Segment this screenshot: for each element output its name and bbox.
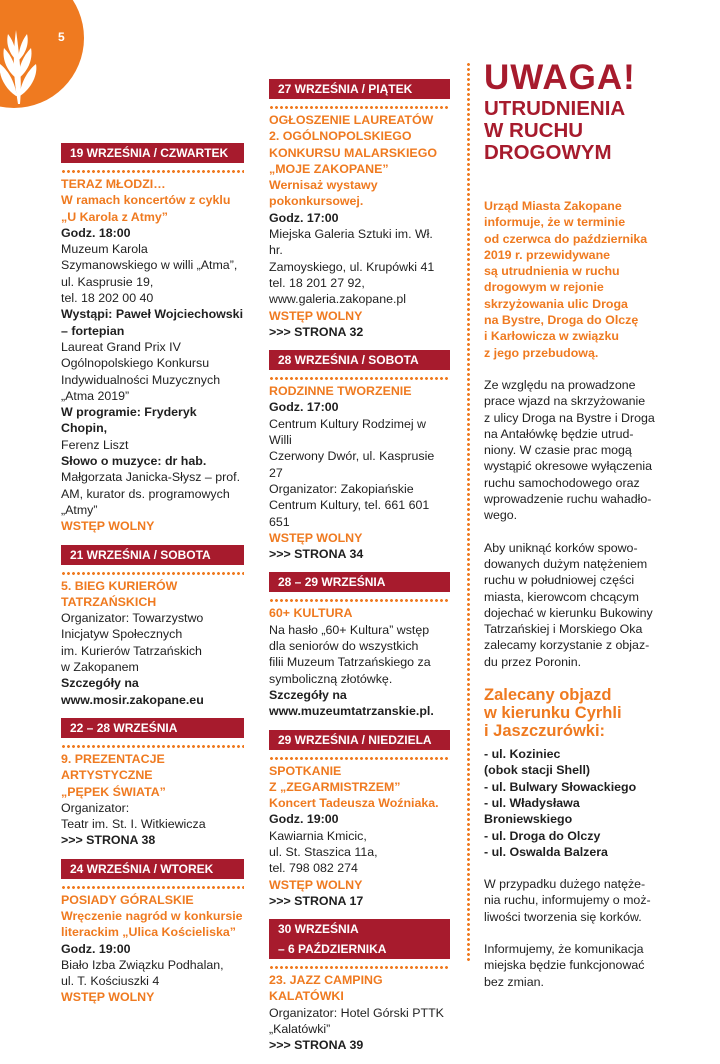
text-line: wystąpić okresowe wyłączenia <box>484 459 653 474</box>
text-line: liwości tworzenia się korków. <box>484 909 642 924</box>
date-header-line: 27 WRZEŚNIA / PIĄTEK <box>278 82 413 96</box>
date-header <box>61 545 244 565</box>
event-text-line: Na hasło „60+ Kultura” wstęp <box>269 622 430 637</box>
text-line: prace wjazd na skrzyżowanie <box>484 394 646 409</box>
event-text-line: TATRZAŃSKICH <box>61 594 157 609</box>
event-text-line: ul. T. Kościuszki 4 <box>61 974 160 989</box>
event-text-line: Godz. 19:00 <box>269 812 339 827</box>
event-text-line: Centrum Kultury Rodzimej w Willi <box>269 416 426 448</box>
event-text-line: Kawiarnia Kmicic, <box>269 828 367 843</box>
event-text-line: „Atma 2019” <box>61 388 130 403</box>
text-line: W przypadku dużego natęże- <box>484 877 646 892</box>
event-text-line: Organizator: Towarzystwo <box>61 611 204 626</box>
event-block <box>61 859 244 1006</box>
text-line: dowanych dużym natężeniem <box>484 556 648 571</box>
dotted-divider <box>61 169 244 174</box>
date-header <box>269 350 450 370</box>
text-line: - ul. Oswalda Balzera <box>484 844 608 859</box>
date-header-line: 24 WRZEŚNIA / WTOREK <box>70 861 214 876</box>
text-line: z jego przebudową. <box>484 345 599 360</box>
event-text-line: AM, kurator ds. programowych <box>61 486 230 501</box>
event-text-line: tel. 798 082 274 <box>269 861 358 876</box>
dotted-divider <box>269 105 450 110</box>
text-line: drogowym w rejonie <box>484 280 604 295</box>
date-header-line: 28 – 29 WRZEŚNIA <box>278 575 386 590</box>
dotted-divider <box>61 885 244 890</box>
event-text-line: WSTĘP WOLNY <box>61 990 155 1005</box>
notice-subtitle-line: DROGOWYM <box>484 141 612 164</box>
event-text-line: Miejska Galeria Sztuki im. Wł. hr. <box>269 227 433 258</box>
text-line: Ze względu na prowadzone <box>484 377 636 392</box>
event-text-line: ul. Kasprusie 19, <box>61 274 154 289</box>
date-header-line: 21 WRZEŚNIA / SOBOTA <box>70 547 211 562</box>
text-line: od czerwca do października <box>484 231 648 246</box>
event-text-line: 60+ KULTURA <box>269 606 353 621</box>
date-header-line: 29 WRZEŚNIA / NIEDZIELA <box>278 732 432 747</box>
event-text-line: www.galeria.zakopane.pl <box>269 292 407 307</box>
dotted-divider <box>269 376 450 381</box>
event-text-line: Wystąpi: Paweł Wojciechowski <box>61 307 244 322</box>
date-header <box>269 572 450 592</box>
event-block <box>61 545 244 708</box>
event-text-line: TERAZ MŁODZI… <box>61 177 166 191</box>
date-header-line: 30 WRZEŚNIA <box>278 922 359 937</box>
text-line: bez zmian. <box>484 974 544 989</box>
notice-paragraph-3 <box>484 876 656 925</box>
dotted-divider <box>61 744 244 749</box>
page-number: 5 <box>58 30 65 44</box>
event-text-line: OGŁOSZENIE LAUREATÓW <box>269 113 434 127</box>
date-header <box>269 730 450 750</box>
date-header <box>61 143 244 163</box>
event-text-line: >>> STRONA 38 <box>61 833 156 848</box>
event-text-line: „U Karola z Atmy” <box>61 209 168 224</box>
notice-title: UWAGA! <box>484 58 636 97</box>
text-line: wego. <box>484 508 518 523</box>
event-text-line: filii Muzeum Tatrzańskiego za <box>269 655 431 670</box>
event-text-line: Koncert Tadeusza Woźniaka. <box>269 796 439 811</box>
dotted-divider <box>61 571 244 576</box>
notice-subtitle <box>484 98 656 164</box>
event-text-line: „Kalatówki” <box>269 1022 331 1037</box>
traffic-notice <box>484 60 656 990</box>
event-text-line: Teatr im. St. I. Witkiewicza <box>61 817 206 832</box>
event-text-line: Ferenz Liszt <box>61 437 129 452</box>
text-line: na Antałówkę będzie utrud- <box>484 426 634 441</box>
text-line: i Jaszczurówki: <box>484 722 606 741</box>
text-line: 2019 r. przewidywane <box>484 247 611 262</box>
text-line: dojechać w kierunku Bukowiny <box>484 605 653 620</box>
dotted-divider <box>269 965 450 970</box>
notice-subtitle-line: W RUCHU <box>484 119 584 142</box>
text-line: Informujemy, że komunikacja <box>484 941 644 956</box>
date-header <box>61 859 244 879</box>
event-text-line: W ramach koncertów z cyklu <box>61 193 231 208</box>
event-text-line: Godz. 18:00 <box>61 225 131 240</box>
event-text-line: – fortepian <box>61 323 125 338</box>
text-line: miejska będzie funkcjonować <box>484 958 645 973</box>
detour-list <box>484 746 656 860</box>
text-line: du przez Poronin. <box>484 654 582 669</box>
text-line: Urząd Miasta Zakopane <box>484 199 622 213</box>
event-text-line: Szczegóły na <box>269 687 347 702</box>
event-text-line: Indywidualności Muzycznych <box>61 372 221 387</box>
text-line: - ul. Droga do Olczy <box>484 828 601 843</box>
event-text-line: 5. BIEG KURIERÓW <box>61 578 178 593</box>
event-text-line: >>> STRONA 32 <box>269 324 364 339</box>
event-text-line: im. Kurierów Tatrzańskich <box>61 643 202 658</box>
text-line: w kierunku Cyrhli <box>484 704 622 723</box>
event-text-line: Małgorzata Janicka-Słysz – prof. <box>61 470 241 485</box>
event-text-line: >>> STRONA 39 <box>269 1038 364 1053</box>
event-text-line: „Atmy” <box>61 502 98 517</box>
text-line: skrzyżowania ulic Droga <box>484 296 628 311</box>
event-block <box>269 919 450 1053</box>
event-block <box>61 718 244 849</box>
event-text-line: RODZINNE TWORZENIE <box>269 384 412 399</box>
corner-decoration <box>0 0 110 110</box>
event-text-line: ul. St. Staszica 11a, <box>269 844 378 859</box>
notice-paragraph-1 <box>484 377 656 524</box>
date-header-line: – 6 PAŹDZIERNIKA <box>278 942 387 957</box>
event-text-line: Wręczenie nagród w konkursie <box>61 908 243 923</box>
event-text-line: Laureat Grand Prix IV <box>61 339 181 354</box>
event-text-line: Czerwony Dwór, ul. Kasprusie 27 <box>269 449 435 480</box>
event-text-line: Szymanowskiego w willi „Atma”, <box>61 258 238 273</box>
text-line: wprowadzenie ruchu wahadło- <box>484 492 652 507</box>
date-header-line: 28 WRZEŚNIA / SOBOTA <box>278 353 419 368</box>
event-text-line: Ogólnopolskiego Konkursu <box>61 356 210 371</box>
event-text-line: Szczegóły na <box>61 676 139 691</box>
notice-paragraph-2 <box>484 540 656 670</box>
event-text-line: WSTĘP WOLNY <box>269 530 363 545</box>
event-block <box>269 350 450 562</box>
text-line: niony. W czasie prac mogą <box>484 443 632 458</box>
event-text-line: KONKURSU MALARSKIEGO <box>269 145 437 160</box>
event-text-line: Organizator: Hotel Górski PTTK <box>269 1005 444 1020</box>
text-line: zalecamy korzystanie z objaz- <box>484 638 650 653</box>
notice-paragraph-4 <box>484 941 656 990</box>
text-line: - ul. Władysława <box>484 795 580 810</box>
date-header <box>61 718 244 738</box>
events-column-2 <box>269 79 450 1064</box>
text-line: z ulicy Droga na Bystre i Droga <box>484 410 655 425</box>
event-text-line: symboliczną złotówkę. <box>269 671 393 686</box>
event-text-line: „MOJE ZAKOPANE” <box>269 161 389 176</box>
event-text-line: WSTĘP WOLNY <box>269 308 363 323</box>
event-text-line: Z „ZEGARMISTRZEM” <box>269 779 401 794</box>
event-text-line: WSTĘP WOLNY <box>61 519 155 534</box>
event-text-line: Organizator: <box>61 800 130 815</box>
notice-intro <box>484 198 656 361</box>
event-text-line: tel. 18 202 00 40 <box>61 291 154 306</box>
text-line: miasta, kierowcom chcącym <box>484 589 639 604</box>
date-header <box>269 79 450 99</box>
text-line: ruchu samochodowego oraz <box>484 475 640 490</box>
event-text-line: Zamoyskiego, ul. Krupówki 41 <box>269 259 435 274</box>
event-text-line: 2. OGÓLNOPOLSKIEGO <box>269 129 412 144</box>
event-text-line: Organizator: Zakopiańskie <box>269 481 414 496</box>
event-text-line: Godz. 17:00 <box>269 210 339 225</box>
text-line: Tatrzańskiej i Morskiego Oka <box>484 622 643 637</box>
event-text-line: ARTYSTYCZNE <box>61 768 153 783</box>
event-block <box>269 572 450 719</box>
event-text-line: Muzeum Karola <box>61 242 148 257</box>
event-text-line: Godz. 17:00 <box>269 400 339 415</box>
event-text-line: >>> STRONA 17 <box>269 893 364 908</box>
text-line: nia ruchu, informujemy o moż- <box>484 893 651 908</box>
event-text-line: Słowo o muzyce: dr hab. <box>61 454 207 469</box>
event-block <box>61 143 244 535</box>
event-text-line: Godz. 19:00 <box>61 941 131 956</box>
text-line: Zalecany objazd <box>484 686 612 705</box>
date-header-line: 22 – 28 WRZEŚNIA <box>70 720 178 735</box>
events-column-1 <box>61 143 244 1016</box>
text-line: - ul. Bulwary Słowackiego <box>484 779 637 794</box>
event-text-line: www.muzeumtatrzanskie.pl. <box>269 704 434 719</box>
date-header <box>269 919 450 959</box>
text-line: (obok stacji Shell) <box>484 763 591 778</box>
text-line: - ul. Koziniec <box>484 747 561 762</box>
text-line: Broniewskiego <box>484 812 573 827</box>
event-text-line: WSTĘP WOLNY <box>269 877 363 892</box>
dotted-divider <box>269 598 450 603</box>
event-text-line: Wernisaż wystawy <box>269 178 378 193</box>
event-text-line: 9. PREZENTACJE <box>61 751 165 766</box>
event-text-line: pokonkursowej. <box>269 194 364 209</box>
event-text-line: 23. JAZZ CAMPING <box>269 973 383 988</box>
text-line: Aby uniknąć korków spowo- <box>484 540 638 555</box>
event-text-line: dla seniorów do wszystkich <box>269 639 419 654</box>
event-block <box>269 730 450 910</box>
event-block <box>269 79 450 340</box>
event-text-line: Inicjatyw Społecznych <box>61 627 183 642</box>
event-text-line: KALATÓWKI <box>269 989 344 1004</box>
detour-title <box>484 686 656 740</box>
notice-subtitle-line: UTRUDNIENIA <box>484 97 626 120</box>
text-line: na Bystre, Droga do Olczę <box>484 313 639 328</box>
event-text-line: tel. 18 201 27 92, <box>269 275 365 290</box>
event-text-line: W programie: Fryderyk Chopin, <box>61 405 197 436</box>
event-text-line: literackim „Ulica Kościeliska” <box>61 925 236 940</box>
text-line: ruchu w południowej części <box>484 573 635 588</box>
text-line: i Karłowicza w związku <box>484 329 619 344</box>
event-text-line: POSIADY GÓRALSKIE <box>61 892 194 907</box>
vertical-dotted-divider <box>466 62 471 962</box>
event-text-line: Centrum Kultury, tel. 661 601 651 <box>269 498 430 529</box>
event-text-line: „PĘPEK ŚWIATA” <box>61 784 166 799</box>
text-line: informuje, że w terminie <box>484 215 626 230</box>
event-text-line: >>> STRONA 34 <box>269 547 364 562</box>
date-header-line: 19 WRZEŚNIA / CZWARTEK <box>70 146 229 160</box>
event-text-line: Biało Izba Związku Podhalan, <box>61 957 224 972</box>
dotted-divider <box>269 756 450 761</box>
text-line: są utrudnienia w ruchu <box>484 264 620 279</box>
event-text-line: SPOTKANIE <box>269 763 342 778</box>
event-text-line: w Zakopanem <box>61 660 139 675</box>
event-text-line: www.mosir.zakopane.eu <box>61 692 204 707</box>
